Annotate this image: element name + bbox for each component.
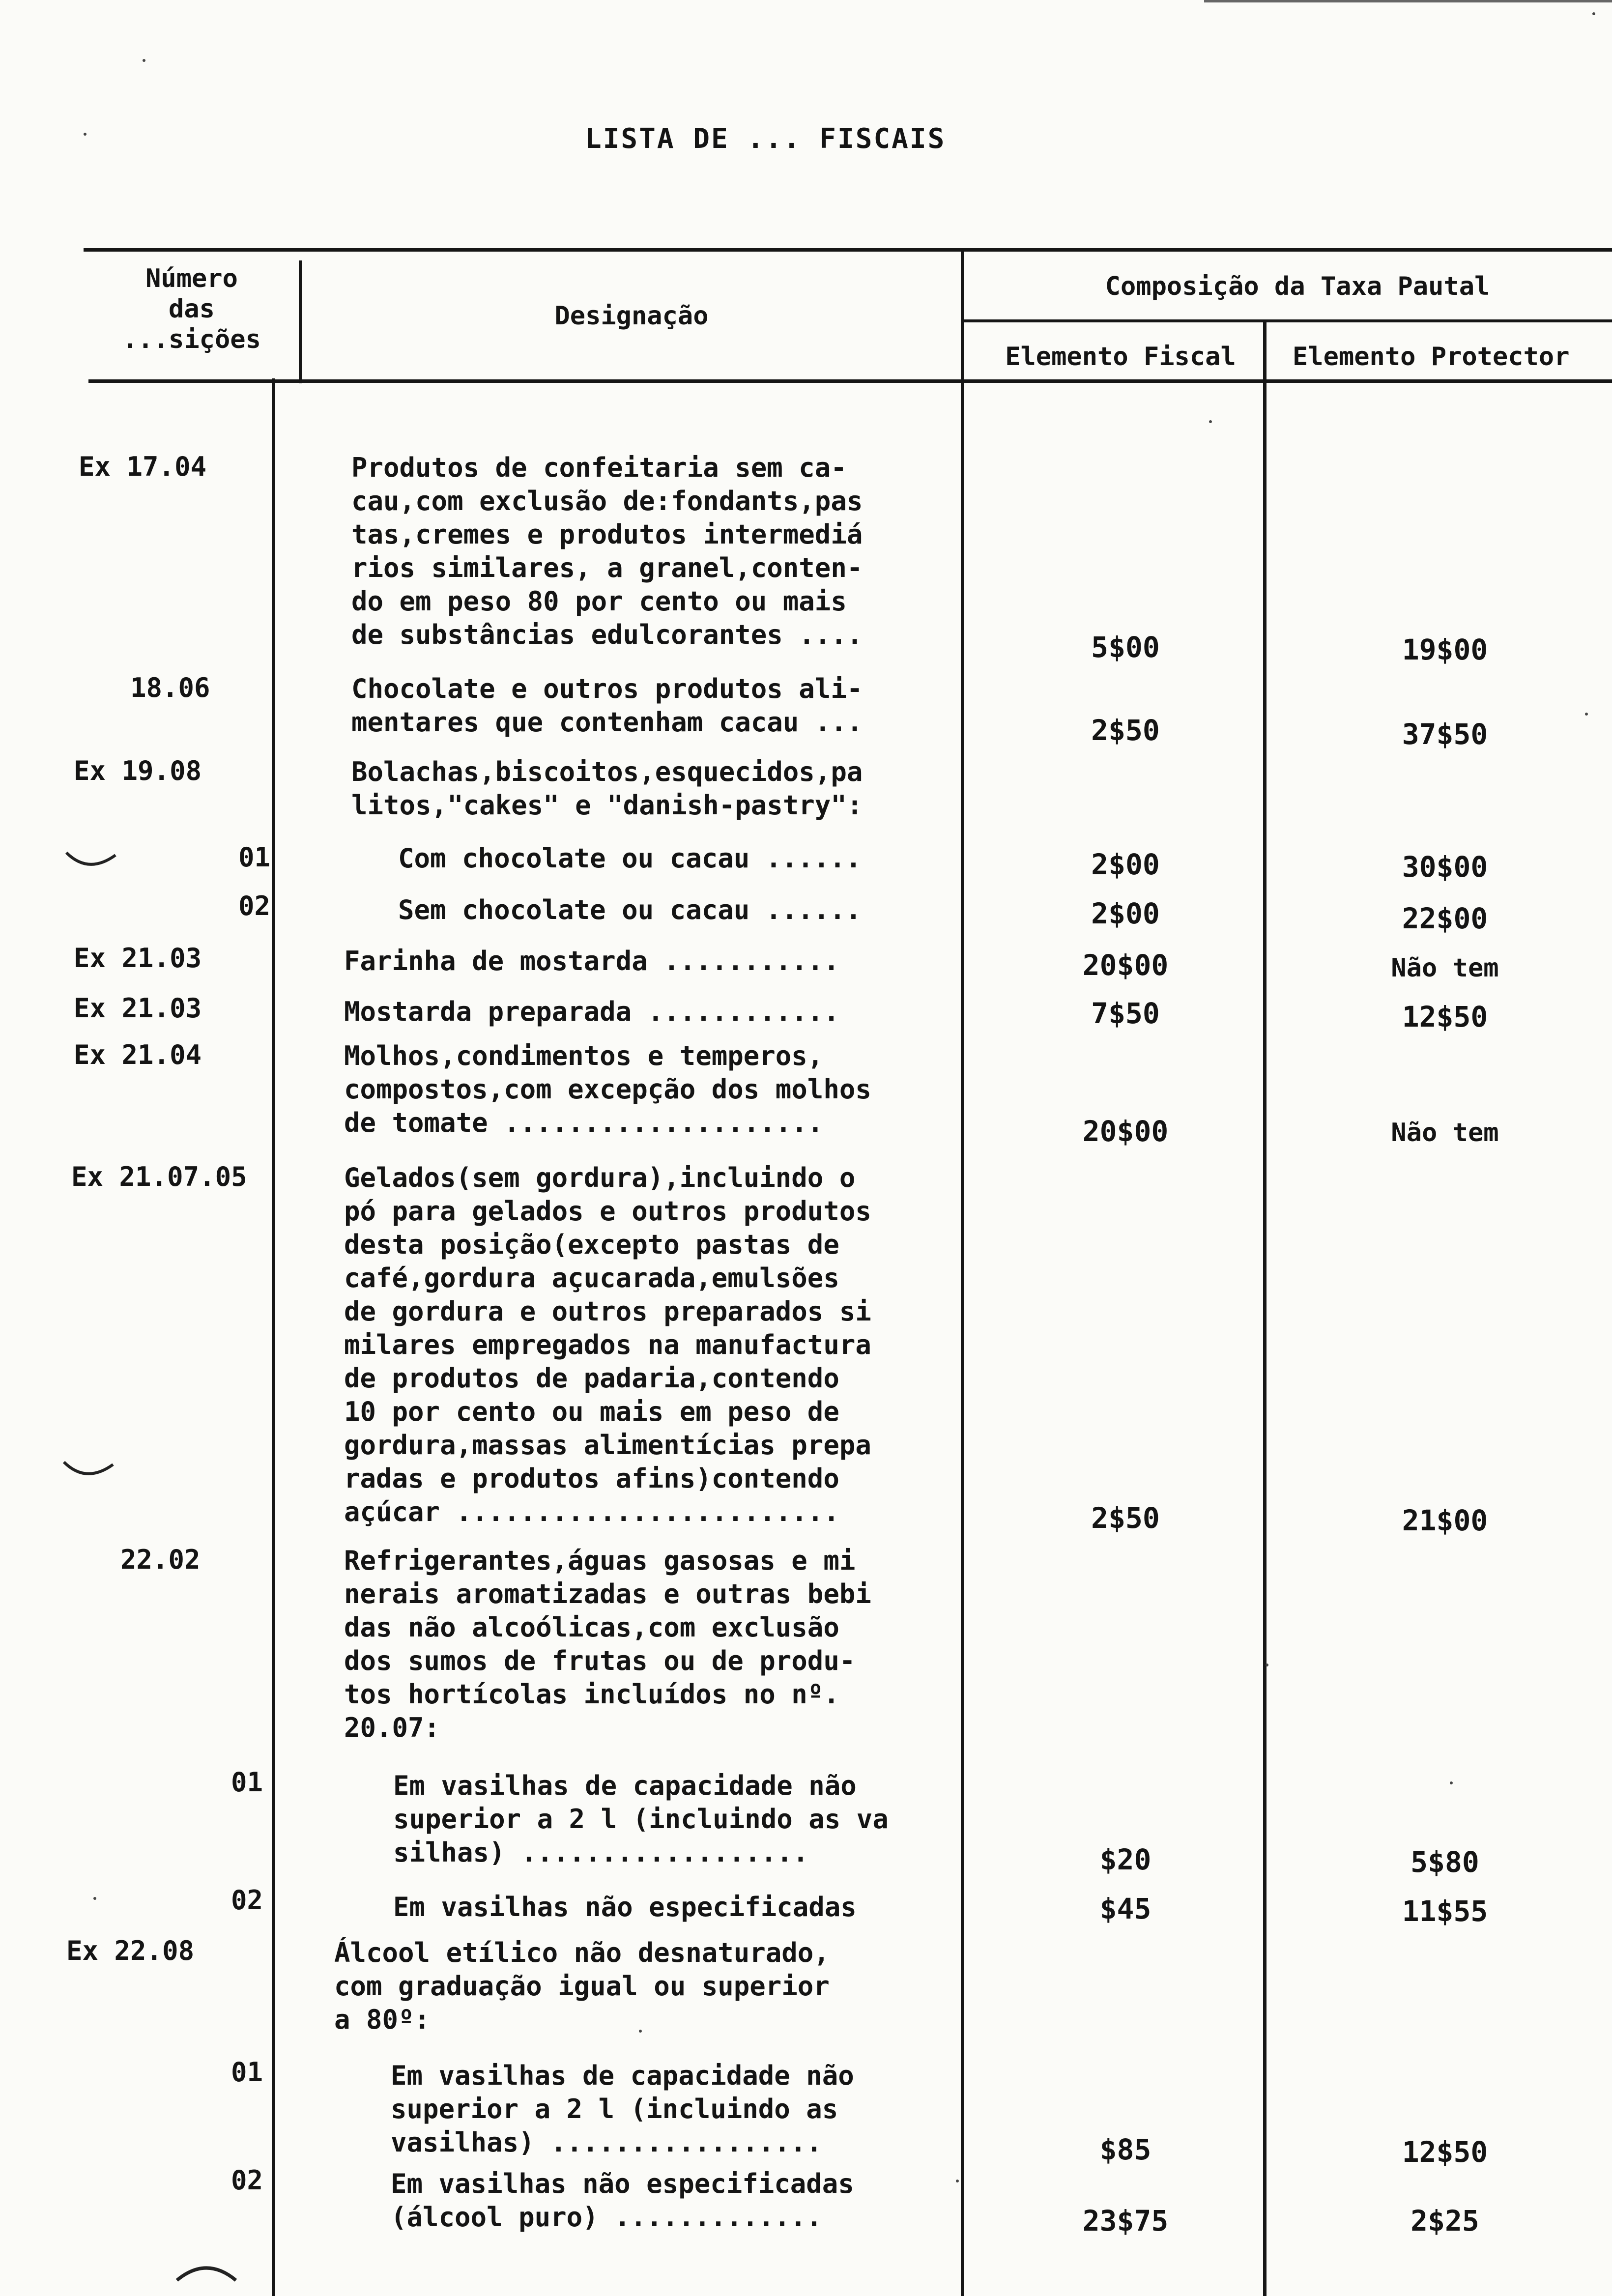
row-protector-value: 2$25 bbox=[1410, 2204, 1479, 2238]
row-designation: Gelados(sem gordura),incluindo o pó para gelados e outros produtos desta posição(excepto pastas de café,gordura açucarada,emulsões de gordura e outros preparados si milares empregados na manufactura de produtos de padaria,contendo 10 por cento ou mais em peso de gordura,massas alimentícias prepa radas e produtos afins)contendo açúcar ........................ bbox=[344, 1162, 871, 1527]
row-number: 01 bbox=[231, 1767, 263, 1798]
speck bbox=[1209, 420, 1212, 423]
row-fiscal-value: $45 bbox=[1099, 1892, 1151, 1925]
speck bbox=[143, 59, 145, 62]
row-designation: Álcool etílico não desnaturado, com graduação igual ou superior a 80º: bbox=[334, 1937, 830, 2035]
row-number: 22.02 bbox=[120, 1544, 201, 1575]
row-protector-value: 37$50 bbox=[1402, 718, 1488, 751]
tick-mark-icon bbox=[61, 1455, 115, 1484]
row-number: 02 bbox=[231, 1885, 263, 1916]
row-designation: Mostarda preparada ............ bbox=[344, 996, 839, 1027]
row-designation: Sem chocolate ou cacau ...... bbox=[398, 894, 862, 925]
header-designation: Designação bbox=[554, 301, 709, 331]
row-designation: Produtos de confeitaria sem ca- cau,com exclusão de:fondants,pas tas,cremes e produtos intermediá rios similares, a granel,conten- do em peso 80 por cento ou mais de substâncias edulcorantes .... bbox=[351, 452, 863, 650]
tick-mark-icon bbox=[64, 845, 118, 875]
row-number: Ex 21.03 bbox=[74, 993, 202, 1024]
row-protector-value: Não tem bbox=[1391, 1118, 1499, 1148]
row-number: Ex 21.03 bbox=[74, 943, 202, 974]
row-designation: Bolachas,biscoitos,esquecidos,pa litos,"cakes" e "danish-pastry": bbox=[351, 756, 863, 821]
row-fiscal-value: 2$50 bbox=[1091, 1501, 1160, 1535]
row-designation: Farinha de mostarda ........... bbox=[344, 946, 839, 976]
row-protector-value: 11$55 bbox=[1402, 1894, 1488, 1928]
speck bbox=[1585, 713, 1588, 716]
row-protector-value: 5$80 bbox=[1410, 1845, 1479, 1879]
row-number: Ex 19.08 bbox=[74, 755, 202, 786]
row-protector-value: 21$00 bbox=[1402, 1504, 1488, 1537]
row-number: Ex 21.07.05 bbox=[71, 1161, 247, 1192]
hook-mark-icon bbox=[172, 2261, 241, 2296]
header-fiscal: Elemento Fiscal bbox=[1005, 342, 1236, 372]
speck bbox=[93, 1897, 96, 1900]
row-fiscal-value: 2$50 bbox=[1091, 714, 1160, 747]
row-fiscal-value: $20 bbox=[1099, 1843, 1151, 1876]
page-title: LISTA DE ... FISCAIS bbox=[585, 123, 946, 155]
row-designation: Em vasilhas de capacidade não superior a 2 l (incluindo as vasilhas) ................. bbox=[391, 2060, 854, 2158]
composition-rule bbox=[962, 319, 1612, 322]
speck bbox=[639, 2030, 642, 2033]
row-number: Ex 22.08 bbox=[66, 1935, 195, 1966]
row-number: 01 bbox=[231, 2057, 263, 2088]
table-top-rule bbox=[84, 248, 1612, 252]
row-number: 02 bbox=[231, 2165, 263, 2196]
row-designation: Em vasilhas de capacidade não superior a 2 l (incluindo as va silhas) .................. bbox=[393, 1770, 889, 1868]
header-bottom-rule bbox=[88, 379, 1612, 383]
speck bbox=[1266, 1664, 1268, 1666]
row-designation: Refrigerantes,águas gasosas e mi nerais aromatizadas e outras bebi das não alcoólicas,com exclusão dos sumos de frutas ou de produ- tos hortícolas incluídos no nº. 20.07: bbox=[344, 1545, 871, 1743]
row-designation: Em vasilhas não especificadas bbox=[393, 1892, 857, 1923]
speck bbox=[1450, 1781, 1453, 1784]
row-fiscal-value: 23$75 bbox=[1082, 2204, 1169, 2238]
row-designation: Chocolate e outros produtos ali- mentares que contenham cacau ... bbox=[351, 673, 863, 738]
top-edge-line bbox=[1204, 0, 1612, 2]
row-designation: Com chocolate ou cacau ...... bbox=[398, 843, 862, 874]
row-protector-value: 12$50 bbox=[1402, 1000, 1488, 1033]
row-number: Ex 17.04 bbox=[79, 451, 207, 482]
row-fiscal-value: 7$50 bbox=[1091, 997, 1160, 1030]
row-protector-value: 22$00 bbox=[1402, 902, 1488, 935]
row-number: Ex 21.04 bbox=[74, 1039, 202, 1070]
header-composition: Composição da Taxa Pautal bbox=[1105, 272, 1490, 301]
speck bbox=[84, 133, 86, 136]
col-rule-2 bbox=[272, 378, 275, 2296]
speck bbox=[1592, 12, 1595, 15]
row-protector-value: 12$50 bbox=[1402, 2135, 1488, 2169]
row-fiscal-value: $85 bbox=[1099, 2133, 1151, 2166]
header-protector: Elemento Protector bbox=[1293, 342, 1570, 372]
speck bbox=[956, 2180, 959, 2182]
row-number: 18.06 bbox=[130, 672, 210, 703]
col-rule-4 bbox=[1263, 322, 1267, 2296]
row-fiscal-value: 20$00 bbox=[1082, 948, 1169, 982]
row-fiscal-value: 2$00 bbox=[1091, 897, 1160, 930]
col-rule-3 bbox=[961, 248, 964, 2296]
row-fiscal-value: 5$00 bbox=[1091, 631, 1160, 664]
row-number: 02 bbox=[238, 890, 271, 921]
row-fiscal-value: 20$00 bbox=[1082, 1115, 1169, 1148]
row-protector-value: Não tem bbox=[1391, 953, 1499, 983]
row-protector-value: 30$00 bbox=[1402, 850, 1488, 884]
row-protector-value: 19$00 bbox=[1402, 633, 1488, 666]
row-fiscal-value: 2$00 bbox=[1091, 848, 1160, 881]
header-number-col: Número das ...sições bbox=[122, 264, 261, 354]
row-designation: Molhos,condimentos e temperos, compostos,com excepção dos molhos de tomate .................... bbox=[344, 1040, 871, 1138]
row-number: 01 bbox=[238, 842, 271, 873]
row-designation: Em vasilhas não especificadas (álcool puro) ............. bbox=[391, 2168, 854, 2233]
